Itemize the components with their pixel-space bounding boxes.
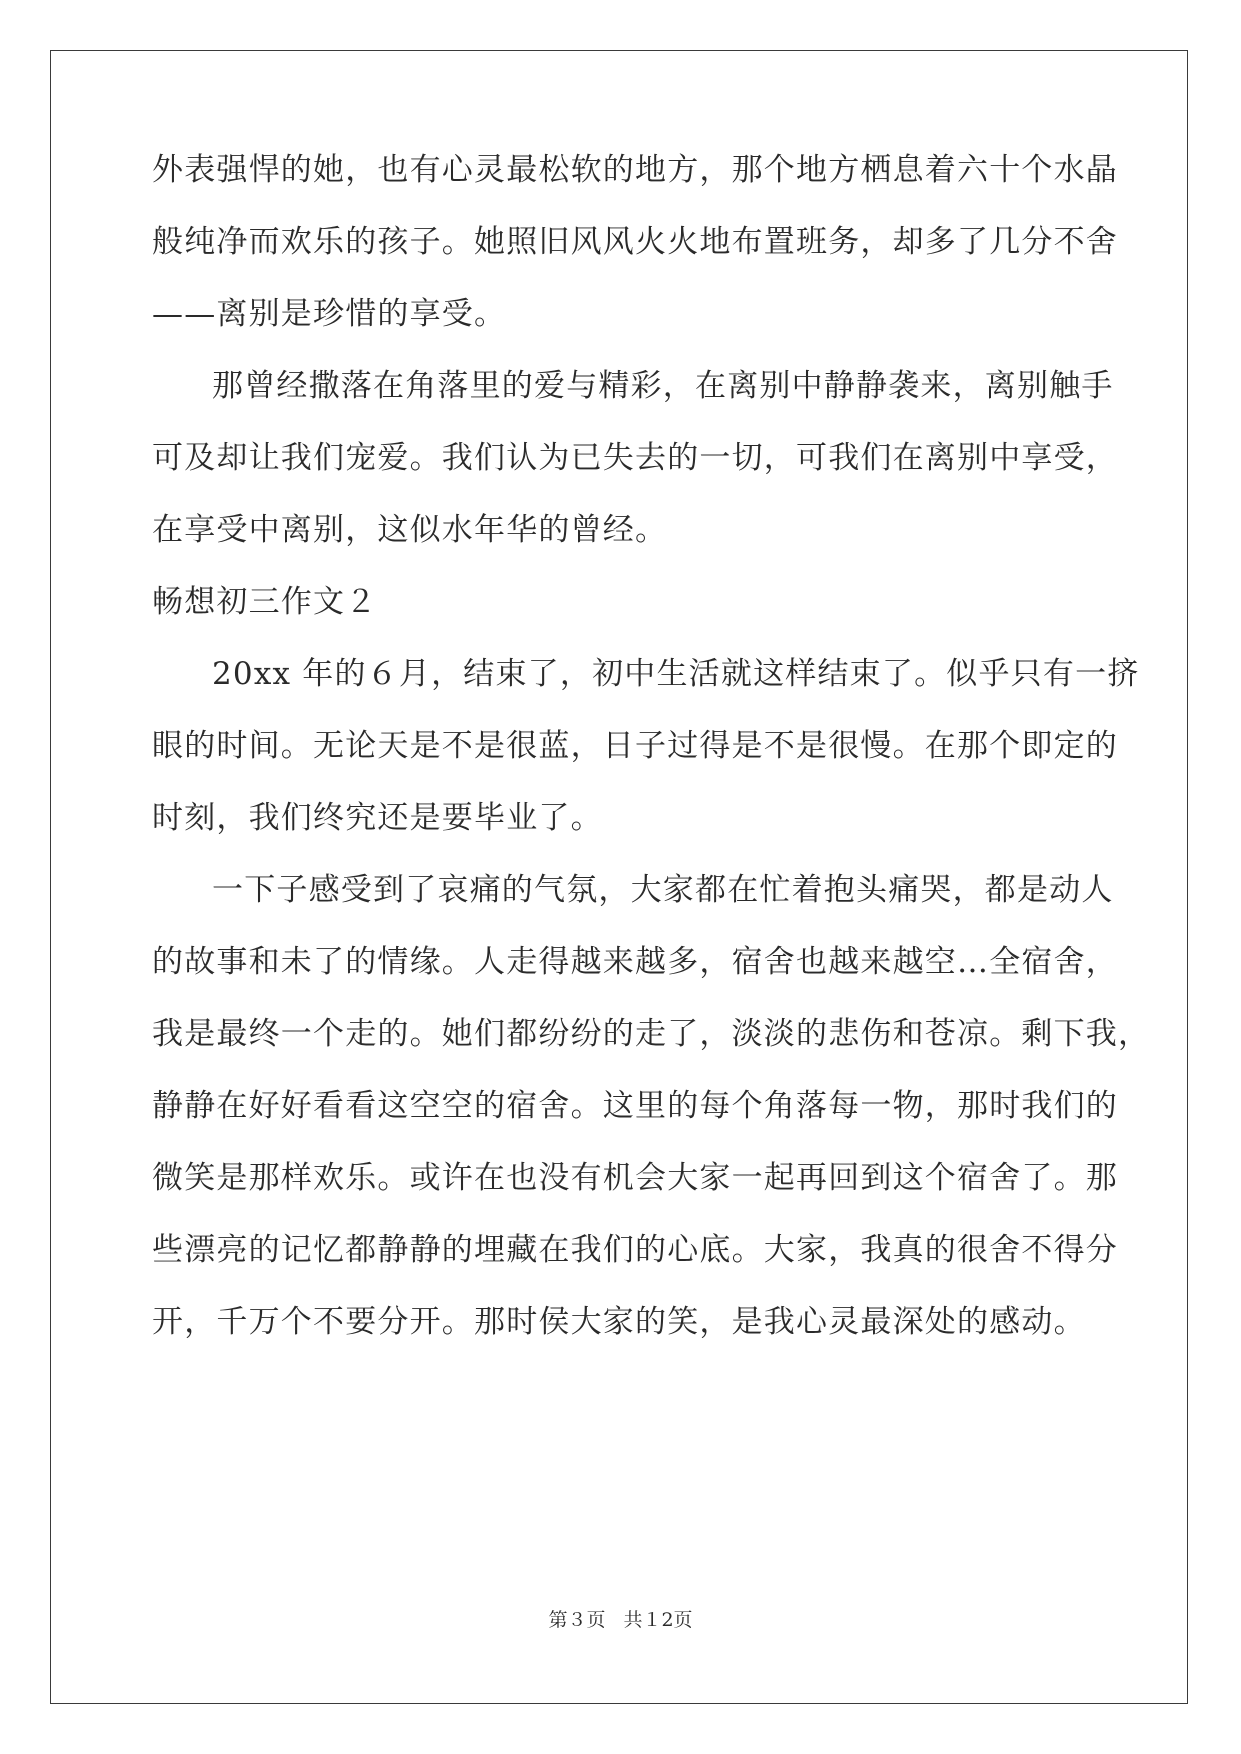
text-line: 我是最终一个走的。她们都纷纷的走了，淡淡的悲伤和苍凉。剩下我， — [152, 1016, 1151, 1052]
text-line: ——离别是珍惜的享受。 — [152, 296, 507, 332]
text-line: 的故事和未了的情缘。人走得越来越多，宿舍也越来越空…全宿舍， — [152, 944, 1118, 980]
page-number: 第３页 — [548, 1609, 606, 1631]
paragraph-first-line: 一下子感受到了哀痛的气氛，大家都在忙着抱头痛哭，都是动人 — [212, 872, 1114, 908]
page-footer — [0, 1608, 1241, 1632]
text-line: 可及却让我们宠爱。我们认为已失去的一切，可我们在离别中享受， — [152, 440, 1118, 476]
text-line: 微笑是那样欢乐。或许在也没有机会大家一起再回到这个宿舍了。那 — [152, 1160, 1118, 1196]
text-line: 外表强悍的她，也有心灵最松软的地方，那个地方栖息着六十个水晶 — [152, 152, 1118, 188]
text-line: 些漂亮的记忆都静静的埋藏在我们的心底。大家，我真的很舍不得分 — [152, 1232, 1118, 1268]
text-line: 静静在好好看看这空空的宿舍。这里的每个角落每一物，那时我们的 — [152, 1088, 1118, 1124]
section-heading: 畅想初三作文２ — [152, 584, 378, 620]
paragraph-first-line: 那曾经撒落在角落里的爱与精彩，在离别中静静袭来，离别触手 — [212, 368, 1114, 404]
text-line: 般纯净而欢乐的孩子。她照旧风风火火地布置班务，却多了几分不舍 — [152, 224, 1118, 260]
text-line: 在享受中离别，这似水年华的曾经。 — [152, 512, 668, 548]
paragraph-first-line: 20xx 年的６月，结束了，初中生活就这样结束了。似乎只有一挤 — [212, 656, 1140, 692]
page-total: 共１2页 — [623, 1609, 693, 1631]
text-line: 时刻，我们终究还是要毕业了。 — [152, 800, 603, 836]
text-line: 眼的时间。无论天是不是很蓝，日子过得是不是很慢。在那个即定的 — [152, 728, 1118, 764]
text-line: 开，千万个不要分开。那时侯大家的笑，是我心灵最深处的感动。 — [152, 1304, 1086, 1340]
